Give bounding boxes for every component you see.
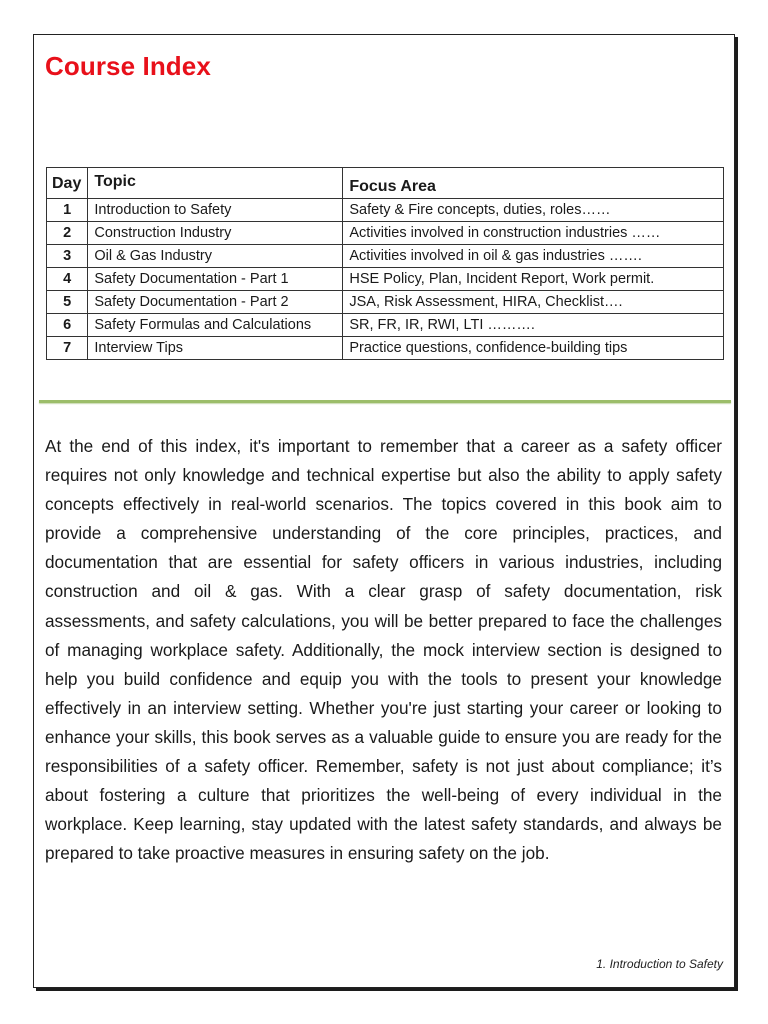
row-topic: Oil & Gas Industry <box>88 245 343 268</box>
column-header-day: Day <box>47 168 88 199</box>
row-topic: Introduction to Safety <box>88 199 343 222</box>
table-row <box>47 199 724 222</box>
row-day: 3 <box>47 245 88 268</box>
row-day: 7 <box>47 337 88 360</box>
row-focus: Activities involved in construction industries …… <box>343 222 724 245</box>
page-title: Course Index <box>45 51 211 81</box>
row-day: 6 <box>47 314 88 337</box>
row-day: 4 <box>47 268 88 291</box>
document-page <box>33 34 735 988</box>
table-row <box>47 291 724 314</box>
table-row <box>47 222 724 245</box>
closing-paragraph: At the end of this index, it's important to remember that a career as a safety officer requires not only knowledge and technical expertise but also the ability to apply safety concepts effectively in real-world scenarios. The topics covered in this book aim to provide a comprehensive understanding of the core principles, practices, and documentation that are essential for safety officers in various industries, including construction and oil & gas. With a clear grasp of safety documentation, risk assessments, and safety calculations, you will be better prepared to face the challenges of managing workplace safety. Additionally, the mock interview section is designed to help you build confidence and equip you with the tools to present your knowledge effectively in an interview setting. Whether you're just starting your career or looking to enhance your skills, this book serves as a valuable guide to ensure you are ready for the responsibilities of a safety officer. Remember, safety is not just about compliance; it’s about fostering a culture that prioritizes the well-being of every individual in the workplace. Keep learning, stay updated with the latest safety standards, and always be prepared to take proactive measures in ensuring safety on the job. <box>45 436 722 864</box>
row-day: 2 <box>47 222 88 245</box>
section-divider <box>39 400 731 403</box>
column-header-focus: Focus Area <box>343 168 724 199</box>
row-focus: Activities involved in oil & gas industries ……. <box>343 245 724 268</box>
row-day: 1 <box>47 199 88 222</box>
table-row <box>47 268 724 291</box>
row-focus: HSE Policy, Plan, Incident Report, Work permit. <box>343 268 724 291</box>
row-focus: SR, FR, IR, RWI, LTI ………. <box>343 314 724 337</box>
row-topic: Construction Industry <box>88 222 343 245</box>
row-focus: Safety & Fire concepts, duties, roles…… <box>343 199 724 222</box>
table-row <box>47 245 724 268</box>
column-header-topic: Topic <box>88 168 343 199</box>
table-row <box>47 314 724 337</box>
row-focus: JSA, Risk Assessment, HIRA, Checklist…. <box>343 291 724 314</box>
row-topic: Interview Tips <box>88 337 343 360</box>
row-topic: Safety Documentation - Part 2 <box>88 291 343 314</box>
row-day: 5 <box>47 291 88 314</box>
row-focus: Practice questions, confidence-building tips <box>343 337 724 360</box>
table-row <box>47 337 724 360</box>
row-topic: Safety Formulas and Calculations <box>88 314 343 337</box>
page-footer: 1. Introduction to Safety <box>596 957 723 971</box>
table-header-row <box>47 168 724 199</box>
row-topic: Safety Documentation - Part 1 <box>88 268 343 291</box>
course-index-table <box>46 167 724 360</box>
